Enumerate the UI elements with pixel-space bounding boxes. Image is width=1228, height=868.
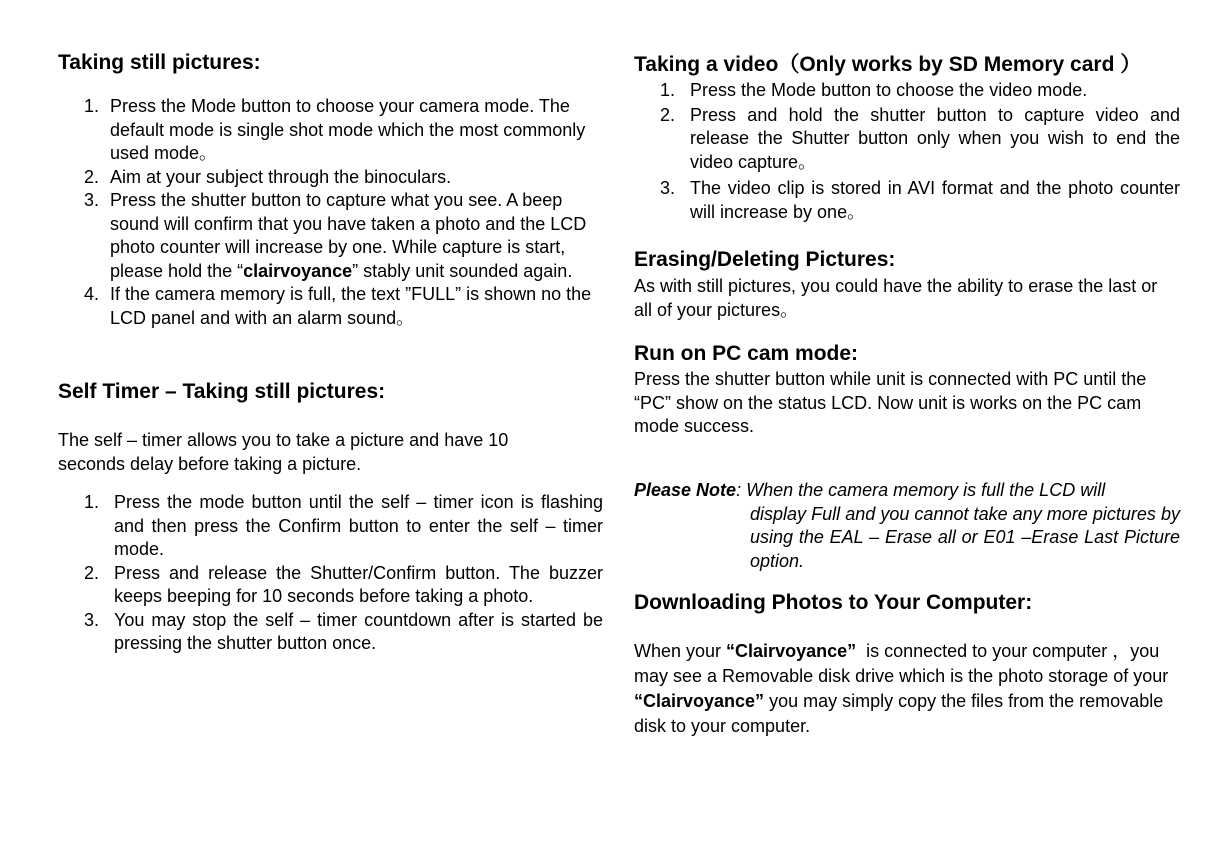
list-item: 2. Press and hold the shutter button to capture video and release the Shutter button only when you wish to end the video capture。 — [660, 104, 1180, 172]
video-heading: Taking a video（Only works by SD Memory card ） — [634, 53, 1142, 76]
still-pictures-list — [84, 95, 594, 330]
list-item: 2. Aim at your subject through the binoculars. — [84, 166, 452, 187]
clairvoyance-bold: clairvoyance — [243, 260, 353, 281]
list-item: 1. Press the mode button until the self – timer icon is flashing and then press the Confirm button to enter the self – timer mode. — [84, 492, 603, 559]
video-list — [660, 79, 1180, 224]
note-text: display Full and you cannot take any more pictures by using the EAL – Erase all or E01 –Erase Last Picture option. — [750, 503, 1180, 571]
note-text-line1: When the camera memory is full the LCD will — [746, 480, 1106, 500]
list-item: 4. If the camera memory is full, the text ”FULL” is shown no the LCD panel and with an alarm sound。 — [84, 284, 592, 328]
list-item: 2. Press and release the Shutter/Confirm button. The buzzer keeps beeping for 10 seconds before taking a photo. — [84, 562, 603, 606]
list-item: 1. Press the Mode button to choose the video mode. — [660, 80, 1088, 100]
self-timer-list — [84, 491, 603, 656]
list-item: 3. You may stop the self – timer countdown after is started be pressing the shutter button once. — [84, 609, 603, 653]
pc-cam-text: Press the shutter button while unit is connected with PC until the “PC” show on the status LCD. Now unit is works on the PC cam mode success. — [634, 369, 1147, 436]
still-pictures-heading: Taking still pictures: — [58, 51, 261, 74]
downloading-text: When your “Clairvoyance” is connected to your computer ，you may see a Removable disk drive which is the photo storage of your “Clairvoyance” you may simply copy the files from the removable disk to your computer. — [634, 641, 1174, 736]
pc-cam-heading: Run on PC cam mode: — [634, 342, 859, 365]
please-note: Please Note: When the camera memory is full the LCD will display Full and you cannot take any more pictures by using the EAL – Erase all or E01 –Erase Last Picture option. — [634, 479, 1180, 573]
self-timer-intro: The self – timer allows you to take a picture and have 10 seconds delay before taking a picture. — [58, 430, 509, 474]
list-item: 1. Press the Mode button to choose your camera mode. The default mode is single shot mode which the most commonly used mode。 — [84, 96, 586, 163]
downloading-heading: Downloading Photos to Your Computer: — [634, 591, 1033, 614]
list-item: 3. Press the shutter button to capture what you see. A beep sound will confirm that you have taken a photo and the LCD photo counter will increase by one. While capture is start, please hold the “clairvoyance” stably unit sounded again. — [84, 190, 587, 281]
list-item: 3. The video clip is stored in AVI format and the photo counter will increase by one。 — [660, 178, 1180, 222]
note-label: Please Note — [634, 480, 737, 500]
self-timer-heading: Self Timer – Taking still pictures: — [58, 380, 386, 403]
erase-text: As with still pictures, you could have the ability to erase the last or all of your pictures。 — [634, 276, 1158, 320]
erase-heading: Erasing/Deleting Pictures: — [634, 248, 896, 271]
clairvoyance-bold: “Clairvoyance” — [726, 641, 857, 661]
clairvoyance-bold: “Clairvoyance” — [634, 691, 765, 711]
